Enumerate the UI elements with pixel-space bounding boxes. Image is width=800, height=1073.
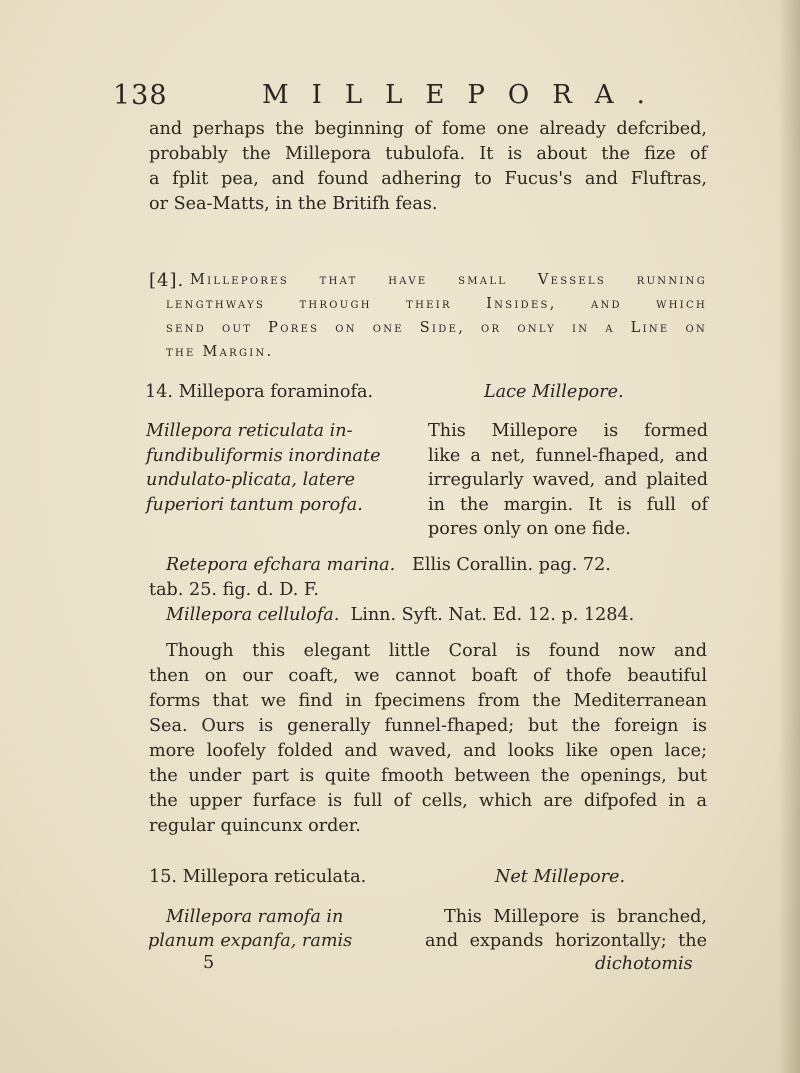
entry-14-title: 14. Millepora foraminofa. [145,382,374,402]
entry-14-desc-4: in the margin. It is full of [428,495,708,515]
section-heading-line-1: Millepores that have small Vessels running [190,272,707,288]
reference-1-citation: Ellis Corallin. pag. 72. [411,555,611,575]
section-heading-line-4: the Margin. [166,344,274,360]
page-edge-shadow [778,0,800,1073]
page-number: 138 [113,80,168,111]
entry-14-desc-2: like a net, funnel-fhaped, and [428,446,708,466]
reference-2-citation: Linn. Syft. Nat. Ed. 12. p. 1284. [350,605,635,625]
entry-14-para-1: Though this elegant little Coral is found now and [166,641,707,661]
section-heading-line-3: send out Pores on one Side, or only in a Line on [166,320,707,336]
intro-line-2: probably the Millepora tubulofa. It is about the fize of [149,144,707,164]
entry-14-desc-3: irregularly waved, and plaited [428,470,708,490]
section-number: [4]. [149,270,185,291]
entry-14-desc-1: This Millepore is formed [428,421,708,441]
catchword: dichotomis [595,954,693,974]
entry-14-reference-1 [166,554,611,577]
entry-15-common-name: Net Millepore. [495,867,626,887]
intro-line-1: and perhaps the beginning of fome one already defcribed, [149,119,707,139]
reference-1-title: Retepora efchara marina. [166,555,396,575]
entry-15-desc-1: This Millepore is branched, [444,907,707,927]
entry-14-para-5: more loofely folded and waved, and looks like open lace; [149,741,707,761]
entry-14-reference-1-cont: tab. 25. fig. d. D. F. [149,580,319,600]
section-heading-line-2: lengthways through their Insides, and which [166,296,707,312]
intro-line-3: a fplit pea, and found adhering to Fucus's and Fluftras, [149,169,707,189]
entry-14-para-4: Sea. Ours is generally funnel-fhaped; but the foreign is [149,716,707,736]
entry-14-latin-2: fundibuliformis inordinate [146,446,381,466]
entry-14-common-name: Lace Millepore. [484,382,624,402]
entry-15-title: 15. Millepora reticulata. [149,867,367,887]
entry-14-para-3: forms that we find in fpecimens from the Mediterranean [149,691,707,711]
entry-14-latin-4: fuperiori tantum porofa. [146,495,363,515]
reference-2-title: Millepora cellulofa. [166,605,340,625]
entry-14-para-8: regular quincunx order. [149,816,361,836]
entry-14-latin-1: Millepora reticulata in- [146,421,353,441]
entry-14-desc-5: pores only on one fide. [428,519,631,539]
entry-14-para-6: the under part is quite fmooth between the openings, but [149,766,707,786]
entry-14-latin-3: undulato-plicata, latere [146,470,356,490]
signature-mark: 5 [203,953,215,973]
entry-15-desc-2: and expands horizontally; the [425,931,707,951]
entry-15-latin-2: planum expanfa, ramis [148,931,353,951]
entry-15-latin-1: Millepora ramofa in [166,907,344,927]
running-head: MILLEPORA. [262,80,668,110]
entry-14-para-2: then on our coaft, we cannot boaft of thofe beautiful [149,666,707,686]
entry-14-reference-2 [166,604,634,627]
entry-14-para-7: the upper furface is full of cells, which are difpofed in a [149,791,707,811]
intro-line-4: or Sea-Matts, in the Britifh feas. [149,194,438,214]
